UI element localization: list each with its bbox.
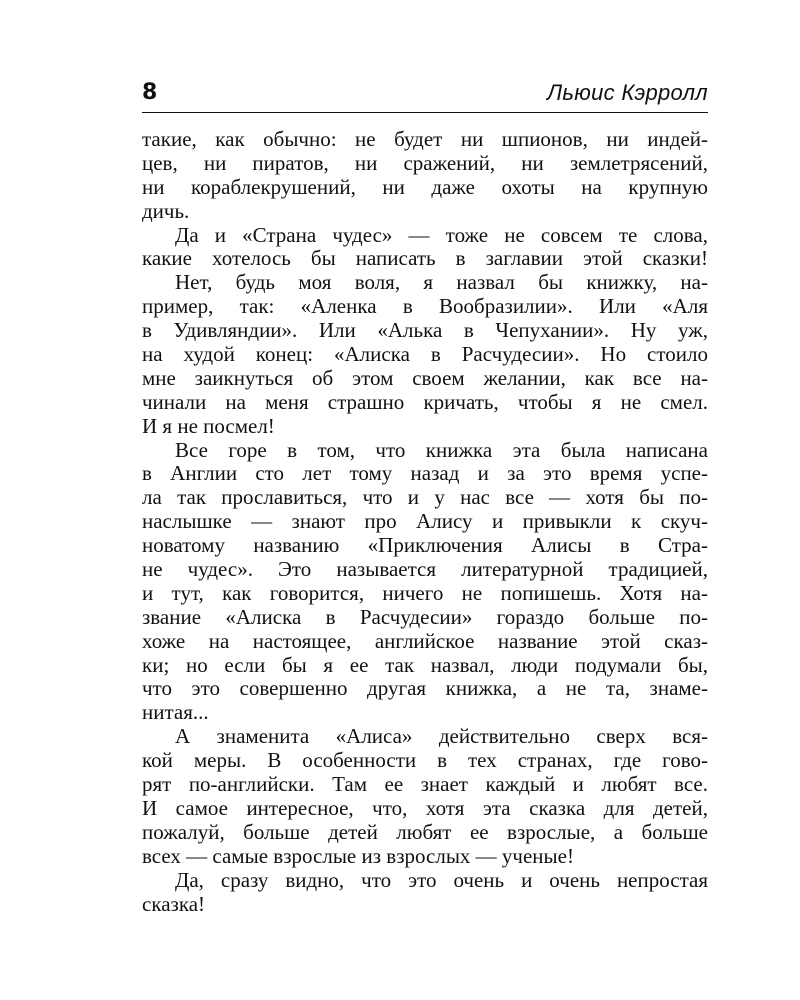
text-line: нитая... <box>142 700 209 725</box>
text-line: такие, как обычно: не будет ни шпионов, ни индей- <box>142 127 708 151</box>
text-line: в Англии сто лет тому назад и за это время успе- <box>142 461 708 486</box>
text-line: на худой конец: «Алиска в Расчудесии». Но стоило <box>142 342 708 367</box>
text-line: пожалуй, больше детей любят ее взрослые, а больше <box>142 819 708 844</box>
text-line: что это совершенно другая книжка, а не та, знаме- <box>142 676 708 701</box>
text-line: чинали на меня страшно кричать, чтобы я не смел. <box>142 389 708 414</box>
text-line: ла так прославиться, что и у нас все — хотя бы по- <box>142 485 708 510</box>
text-line: Да и «Страна чудес» — тоже не совсем те слова, <box>175 222 708 247</box>
text-line: не чудес». Это называется литературной традицией, <box>142 557 708 582</box>
text-line: новатому названию «Приключения Алисы в Стра- <box>142 533 708 558</box>
text-line: цев, ни пиратов, ни сражений, ни землетрясений, <box>142 150 708 175</box>
text-line: мне заикнуться об этом своем желании, как все на- <box>142 365 708 390</box>
text-line: сказка! <box>142 891 206 916</box>
text-line: И самое интересное, что, хотя эта сказка для детей, <box>142 795 708 820</box>
text-line: какие хотелось бы написать в заглавии этой сказки! <box>142 246 708 271</box>
text-line: звание «Алиска в Расчудесии» гораздо больше по- <box>142 604 708 629</box>
page-number: 8 <box>142 80 158 105</box>
text-line: А знаменита «Алиса» действительно сверх вся- <box>175 724 708 749</box>
text-line: пример, так: «Аленка в Вообразилии». Или «Аля <box>142 294 708 319</box>
text-line: Да, сразу видно, что это очень и очень непростая <box>175 867 708 892</box>
text-line: наслышке — знают про Алису и привыкли к скуч- <box>142 509 708 534</box>
text-line: Нет, будь моя воля, я назвал бы книжку, на- <box>175 270 708 295</box>
text-line: всех — самые взрослые из взрослых — ученые! <box>142 843 574 868</box>
body-text <box>142 128 708 916</box>
text-line: и тут, как говорится, ничего не попишешь. Хотя на- <box>142 580 708 605</box>
text-line: в Удивляндии». Или «Алька в Чепухании». Ну уж, <box>142 318 708 343</box>
text-line: хоже на настоящее, английское название этой сказ- <box>142 628 708 653</box>
header-rule <box>142 112 708 113</box>
text-line: ки; но если бы я ее так назвал, люди подумали бы, <box>142 652 708 677</box>
author-name: Льюис Кэрролл <box>546 80 708 105</box>
text-line: ни кораблекрушений, ни даже охоты на крупную <box>142 174 708 199</box>
text-line: рят по-английски. Там ее знает каждый и любят все. <box>142 772 708 797</box>
text-line: кой меры. В особенности в тех странах, где гово- <box>142 748 708 773</box>
text-line: Все горе в том, что книжка эта была написана <box>175 437 708 462</box>
text-line: дичь. <box>142 198 190 223</box>
text-line: И я не посмел! <box>142 413 275 438</box>
running-header <box>142 78 708 108</box>
